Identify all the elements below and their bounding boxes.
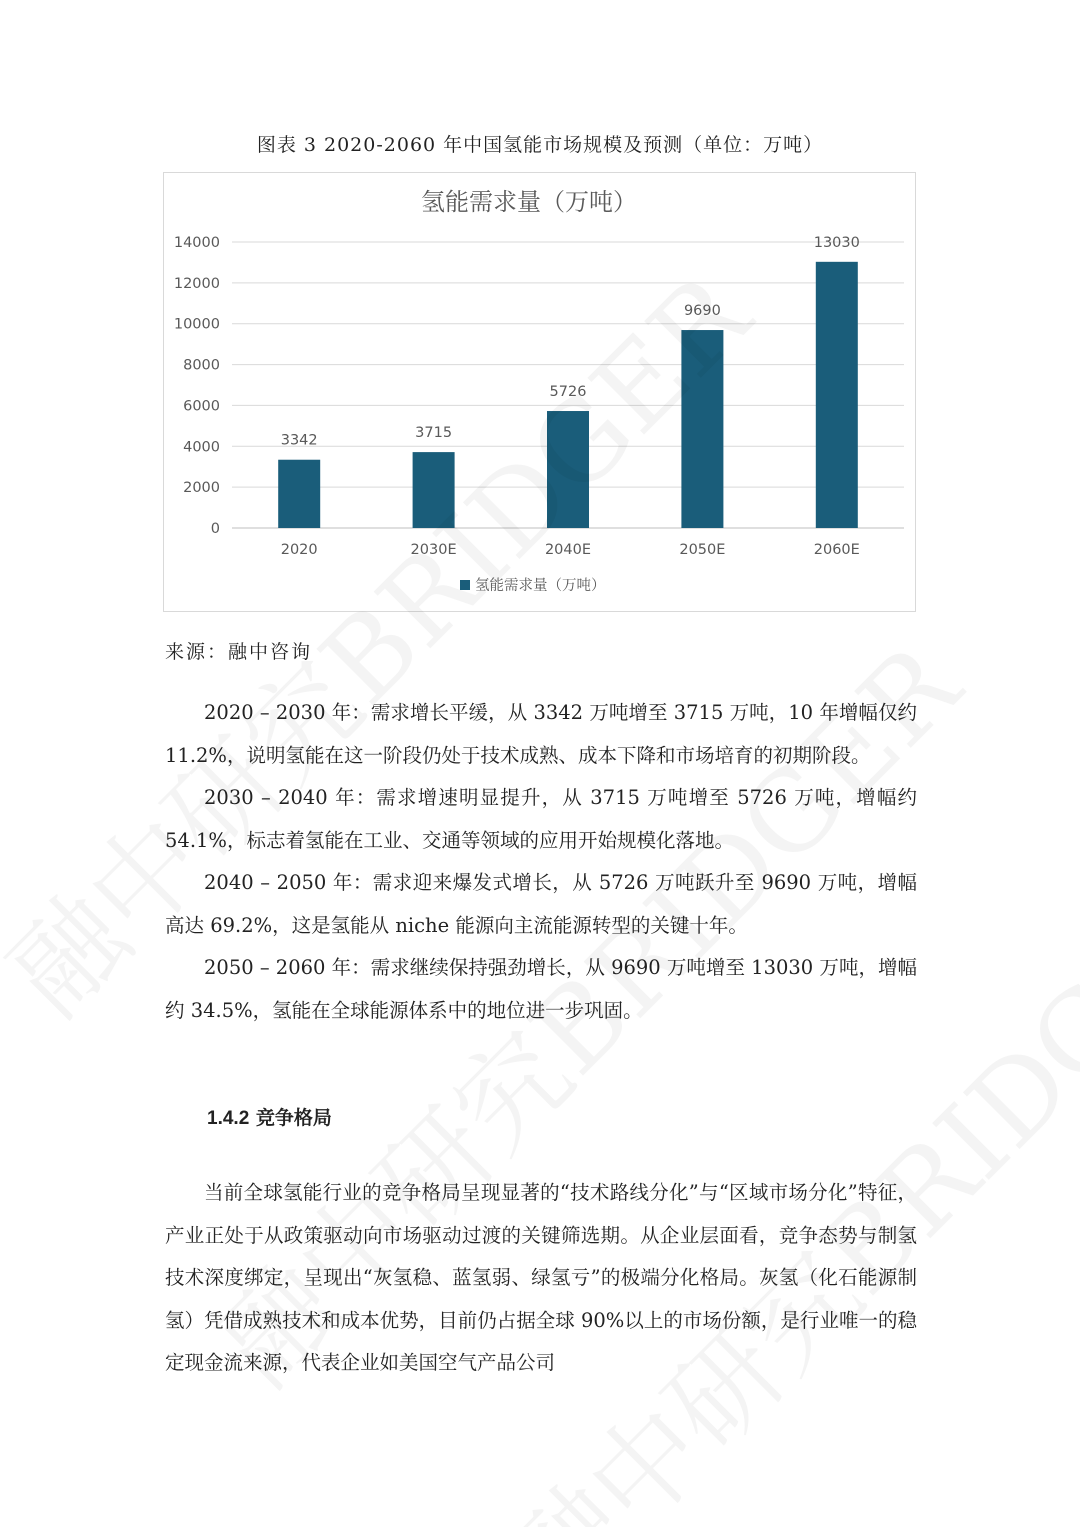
section-number: 1.4.2 <box>207 1108 250 1129</box>
x-tick-label: 2040E <box>544 542 592 558</box>
legend-label: 氢能需求量（万吨） <box>475 578 606 594</box>
x-tick-label: 2020 <box>280 542 318 558</box>
x-tick-label: 2060E <box>813 542 860 558</box>
bar <box>816 262 858 528</box>
x-tick-label: 2050E <box>679 542 726 558</box>
y-tick-label: 6000 <box>183 398 220 415</box>
legend-swatch <box>460 580 470 590</box>
y-tick-label: 8000 <box>183 357 220 374</box>
y-tick-label: 4000 <box>183 439 220 456</box>
chart-title: 氢能需求量（万吨） <box>421 188 637 216</box>
data-label: 9690 <box>683 303 721 320</box>
chart-svg <box>164 173 915 611</box>
bar <box>681 330 723 528</box>
paragraph: 2050 – 2060 年：需求继续保持强劲增长，从 9690 万吨增至 13030 万吨，增幅约 34.5%，氢能在全球能源体系中的地位进一步巩固。 <box>165 956 917 1022</box>
bar-chart <box>163 172 916 612</box>
data-label: 5726 <box>549 384 587 401</box>
bar <box>413 452 455 528</box>
source-note: 来源：融中咨询 <box>165 641 313 663</box>
data-label: 13030 <box>813 234 860 251</box>
chart-legend <box>460 577 606 594</box>
bar <box>278 460 320 528</box>
y-tick-label: 12000 <box>173 275 220 292</box>
data-label: 3342 <box>280 432 318 449</box>
y-tick-label: 0 <box>210 521 220 537</box>
section-title: 竞争格局 <box>255 1107 332 1129</box>
y-tick-label: 2000 <box>183 480 220 497</box>
competition-paragraphs <box>165 1172 917 1385</box>
x-tick-label: 2030E <box>410 542 457 558</box>
y-tick-label: 10000 <box>173 316 220 333</box>
paragraph: 2040 – 2050 年：需求迎来爆发式增长，从 5726 万吨跃升至 9690 万吨，增幅高达 69.2%，这是氢能从 niche 能源向主流能源转型的关键十年。 <box>165 871 917 937</box>
figure-caption: 图表 3 2020-2060 年中国氢能市场规模及预测（单位：万吨） <box>256 134 824 156</box>
paragraph: 2030 – 2040 年：需求增速明显提升，从 3715 万吨增至 5726 万吨，增幅约 54.1%，标志着氢能在工业、交通等领域的应用开始规模化落地。 <box>165 786 917 852</box>
section-heading <box>207 1103 332 1130</box>
analysis-paragraphs <box>165 692 917 1032</box>
data-label: 3715 <box>415 425 453 442</box>
paragraph: 当前全球氢能行业的竞争格局呈现显著的“技术路线分化”与“区域市场分化”特征，产业正处于从政策驱动向市场驱动过渡的关键筛选期。从企业层面看，竞争态势与制氢技术深度绑定，呈现出“灰氢稳、蓝氢弱、绿氢亏”的极端分化格局。灰氢（化石能源制氢）凭借成熟技术和成本优势，目前仍占据全球 90%以上的市场份额，是行业唯一的稳定现金流来源，代表企业如美国空气产品公司 <box>165 1181 917 1374</box>
y-tick-label: 14000 <box>173 235 220 251</box>
paragraph: 2020 – 2030 年：需求增长平缓，从 3342 万吨增至 3715 万吨，10 年增幅仅约 11.2%，说明氢能在这一阶段仍处于技术成熟、成本下降和市场培育的初期阶段。 <box>165 701 917 767</box>
bar <box>547 411 589 528</box>
